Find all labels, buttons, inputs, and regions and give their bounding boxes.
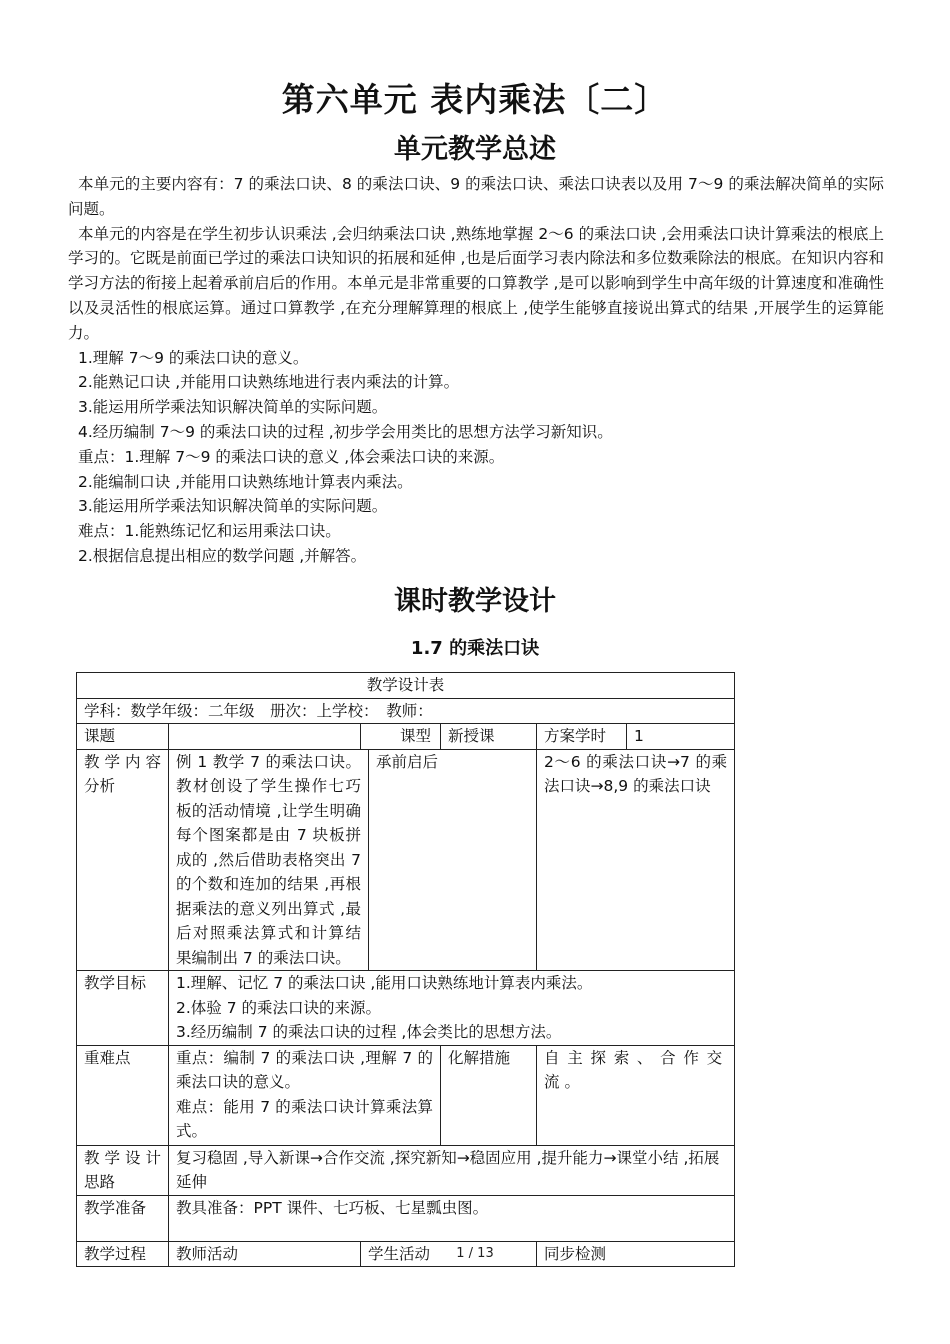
lesson-hours-cell: [537, 724, 735, 750]
lesson-design-table: [76, 672, 735, 1267]
goal-item: 3.能运用所学乘法知识解决简单的实际问题。: [78, 398, 388, 417]
preparation-row: [77, 1195, 735, 1241]
key-difficult-row: [77, 1045, 735, 1145]
lesson-hours-label: 方案学时: [537, 724, 627, 749]
key-difficult-label: 重难点: [77, 1045, 169, 1145]
table-header-row: [77, 673, 735, 699]
page-number: 1 / 13: [456, 1246, 494, 1261]
objectives-cell: [169, 971, 735, 1046]
topic-value: [169, 724, 361, 750]
intro-paragraph: 本单元的主要内容有：7 的乘法口诀、8 的乘法口诀、9 的乘法口诀、乘法口诀表以及用 7～9 的乘法解决简单的实际问题。: [68, 175, 884, 218]
preparation-label: 教学准备: [77, 1195, 169, 1241]
measures-label: 化解措施: [441, 1045, 537, 1145]
objectives-label: 教学目标: [77, 971, 169, 1046]
objective-item: 2.体验 7 的乘法口诀的来源。: [176, 998, 382, 1017]
unit-subtitle: 单元教学总述: [394, 134, 556, 165]
lesson-type-value: 新授课: [441, 724, 537, 750]
content-analysis-row: [77, 749, 735, 971]
focus-difficult: 难点：能用 7 的乘法口诀计算乘法算式。: [176, 1097, 433, 1140]
preparation-text: 教具准备：PPT 课件、七巧板、七星瓢虫图。: [169, 1195, 735, 1241]
table-meta-row: [77, 698, 735, 724]
unit-overview-body: [68, 172, 884, 569]
difficulty-item: 难点：1.能熟练记忆和运用乘法口诀。: [78, 522, 341, 541]
student-activity-label: 学生活动: [361, 1241, 537, 1267]
continuity-label: 承前启后: [369, 749, 537, 971]
content-analysis-text: 例 1 教学 7 的乘法口诀。教材创设了学生操作七巧板的活动情境 ,让学生明确每个图案都是由 7 块板拼成的 ,然后借助表格突出 7 的个数和连加的结果 ,再根据乘法的意义列出算式 ,最后对照乘法算式和计算结果编制出 7 的乘法口诀。: [169, 749, 369, 971]
continuity-text: 2～6 的乘法口诀→7 的乘法口诀→8,9 的乘法口诀: [537, 749, 735, 971]
content-analysis-label: 教学内容分析: [77, 749, 169, 971]
topic-label: 课题: [77, 724, 169, 750]
key-point-item: 重点：1.理解 7～9 的乘法口诀的意义 ,体会乘法口诀的来源。: [78, 447, 505, 466]
table-header: 教学设计表: [77, 673, 735, 699]
objective-item: 3.经历编制 7 的乘法口诀的过程 ,体会类比的思想方法。: [176, 1023, 562, 1041]
lesson-type-label: 课型: [361, 724, 441, 750]
objectives-row: [77, 971, 735, 1046]
key-point-item: 2.能编制口诀 ,并能用口诀熟练地计算表内乘法。: [78, 472, 413, 491]
design-idea-row: [77, 1145, 735, 1195]
unit-title: 第六单元 表内乘法〔二〕: [281, 80, 669, 119]
lesson-hours-value: 1: [634, 727, 644, 745]
goal-item: 4.经历编制 7～9 的乘法口诀的过程 ,初步学会用类比的思想方法学习新知识。: [78, 422, 613, 441]
sync-check-label: 同步检测: [537, 1241, 735, 1267]
design-idea-label: 教学设计思路: [77, 1145, 169, 1195]
goal-item: 2.能熟记口诀 ,并能用口诀熟练地进行表内乘法的计算。: [78, 373, 460, 392]
difficulty-item: 2.根据信息提出相应的数学问题 ,并解答。: [78, 546, 367, 565]
objective-item: 1.理解、记忆 7 的乘法口诀 ,能用口诀熟练地计算表内乘法。: [176, 974, 593, 992]
key-point-item: 3.能运用所学乘法知识解决简单的实际问题。: [78, 497, 388, 516]
focus-key: 重点：编制 7 的乘法口诀 ,理解 7 的乘法口诀的意义。: [176, 1048, 433, 1091]
table-meta: 学科：数学年级：二年级 册次：上学校： 教师：: [77, 698, 735, 724]
measures-text: 自主探索、合作交流。: [537, 1045, 735, 1145]
intro-paragraph: 本单元的内容是在学生初步认识乘法 ,会归纳乘法口诀 ,熟练地掌握 2～6 的乘法口诀 ,会用乘法口诀计算乘法的根底上学习的。它既是前面已学过的乘法口诀知识的拓展和延伸 ,也是后面学习表内除法和多位数乘除法的根底。在知识内容和学习方法的衔接上起着承前启后的作用。本单元是非常重要的口算教学 ,是可以影响到学生中高年级的计算速度和准确性以及灵活性的根底运算。通过口算教学 ,在充分理解算理的根底上 ,使学生能够直接说出算式的结果 ,开展学生的运算能力。: [68, 224, 884, 342]
key-difficult-cell: [169, 1045, 441, 1145]
lesson-title: 1.7 的乘法口诀: [410, 638, 540, 659]
goal-item: 1.理解 7～9 的乘法口诀的意义。: [78, 348, 309, 367]
topic-row: [77, 724, 735, 750]
section-title: 课时教学设计: [394, 586, 556, 617]
design-idea-text: 复习稳固 ,导入新课→合作交流 ,探究新知→稳固应用 ,提升能力→课堂小结 ,拓展延伸: [169, 1145, 735, 1195]
teacher-activity-label: 教师活动: [169, 1241, 361, 1267]
process-label: 教学过程: [77, 1241, 169, 1267]
